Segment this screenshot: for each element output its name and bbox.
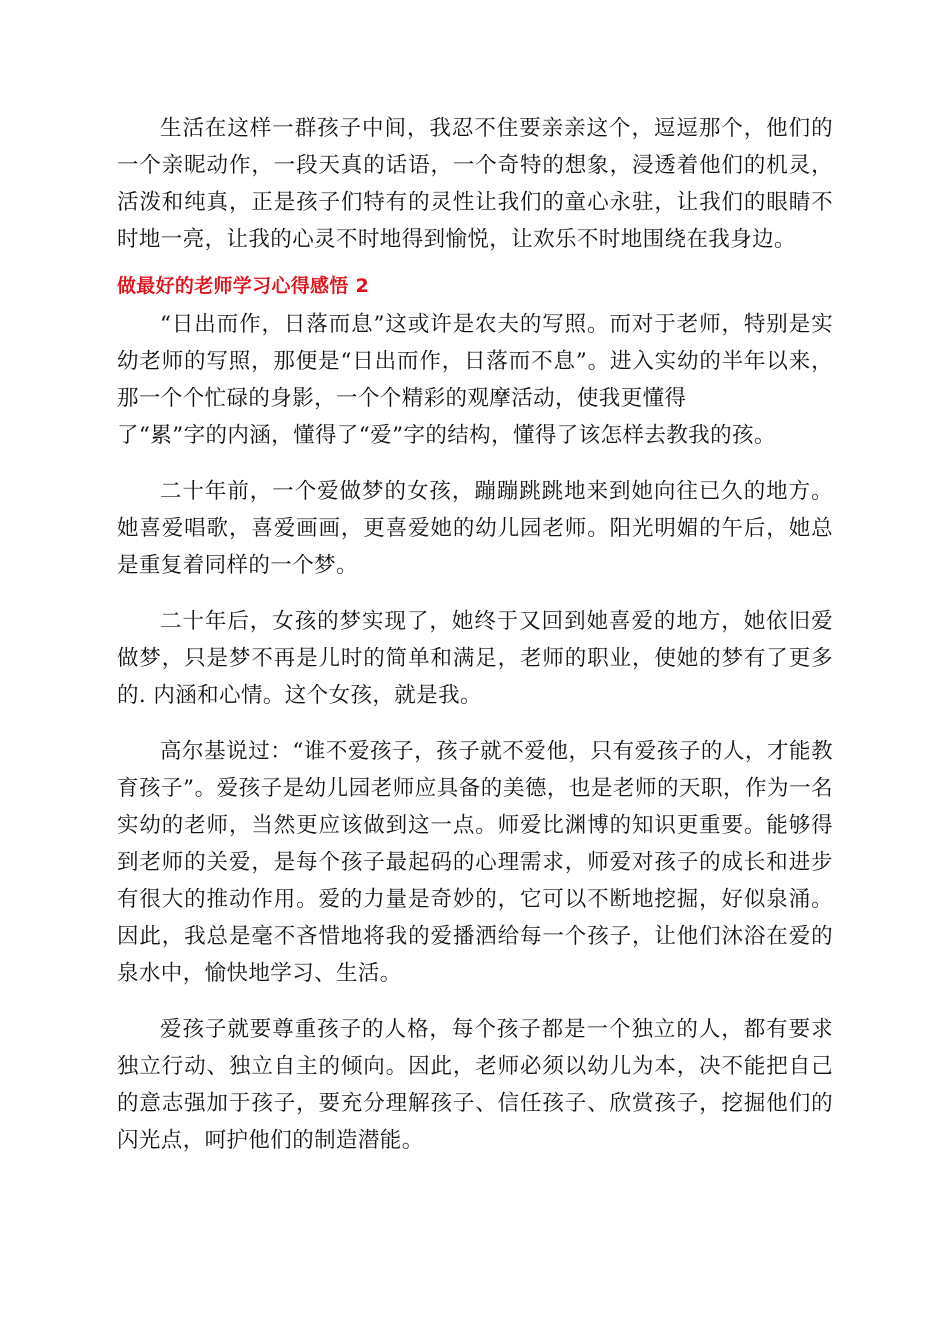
paragraph-sunrise-work-part-1: “日出而作，日落而息”这或许是农夫的写照。而对于老师，特别是实幼老师的写照，那便是“日出而作，日落而不息”。进入实幼的半年以来，那一个个忙碌的身影，一个个精彩的观摩活动，使我更懂得 — [117, 312, 833, 411]
section-heading: 做最好的老师学习心得感悟 2 — [117, 275, 370, 297]
paragraph-gorky-quote: 高尔基说过：“谁不爱孩子，孩子就不爱他，只有爱孩子的人，才能教育孩子”。爱孩子是幼儿园老师应具备的美德，也是老师的天职，作为一名实幼的老师，当然更应该做到这一点。师爱比渊博的知识更重要。能够得到老师的关爱，是每个孩子最起码的心理需求，师爱对孩子的成长和进步有很大的推动作用。爱的力量是奇妙的，它可以不断地挖掘，好似泉涌。因此，我总是毫不吝惜地将我的爱播洒给每一个孩子，让他们沐浴在爱的泉水中，愉快地学习、生活。 — [117, 739, 833, 986]
paragraph-twenty-years-later: 二十年后，女孩的梦实现了，她终于又回到她喜爱的地方，她依旧爱做梦，只是梦不再是儿时的简单和满足，老师的职业，使她的梦有了更多的. 内涵和心情。这个女孩，就是我。 — [117, 609, 833, 708]
paragraph-sunrise-work — [117, 306, 833, 454]
paragraph-twenty-years-ago: 二十年前，一个爱做梦的女孩，蹦蹦跳跳地来到她向往已久的地方。她喜爱唱歌，喜爱画画，更喜爱她的幼儿园老师。阳光明媚的午后，她总是重复着同样的一个梦。 — [117, 479, 833, 578]
paragraph-respect-children: 爱孩子就要尊重孩子的人格，每个孩子都是一个独立的人，都有要求独立行动、独立自主的倾向。因此，老师必须以幼儿为本，决不能把自己的意志强加于孩子，要充分理解孩子、信任孩子、欣赏孩子，挖掘他们的闪光点，呵护他们的制造潜能。 — [117, 1017, 833, 1153]
paragraph-sunrise-work-part-2: 了“累”字的内涵，懂得了“爱”字的结构，懂得了该怎样去教我的孩。 — [117, 423, 776, 448]
paragraph-children-life: 生活在这样一群孩子中间，我忍不住要亲亲这个，逗逗那个，他们的一个亲昵动作，一段天真的话语，一个奇特的想象，浸透着他们的机灵，活泼和纯真，正是孩子们特有的灵性让我们的童心永驻，让我们的眼睛不时地一亮，让我的心灵不时地得到愉悦，让欢乐不时地围绕在我身边。 — [117, 116, 833, 252]
document-body — [117, 110, 833, 1159]
